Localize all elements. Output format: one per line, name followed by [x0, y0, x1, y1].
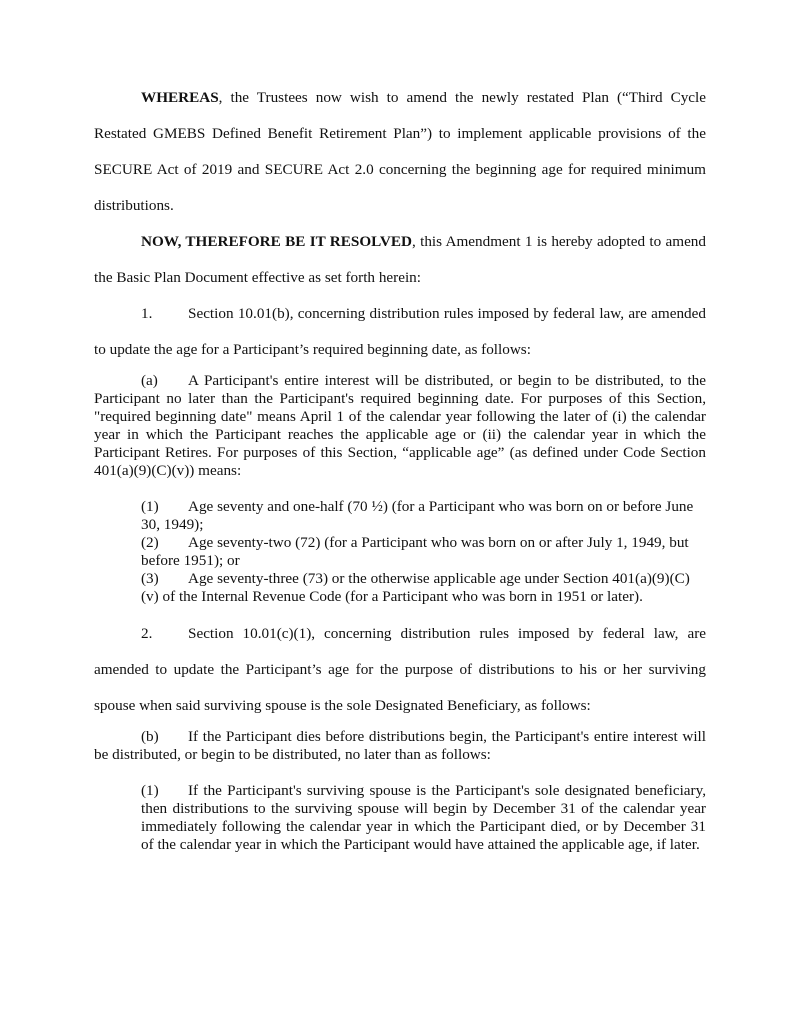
- list-item-label: (2): [141, 534, 159, 551]
- subsection-a-text: A Participant's entire interest will be distributed, or begin to be distributed, to the Participant no later than the Participant's required beginning date. For purposes of this Section, "required beginning date" means April 1 of the calendar year following the later of (i) the calendar year in which the Participant reaches the applicable age or (ii) the calendar year in which the Participant Retires. For purposes of this Section, “applicable age” (as defined under Code Section 401(a)(9)(C)(v)) means:: [94, 372, 706, 479]
- section-1-number: 1.: [141, 305, 153, 322]
- list-item-text: If the Participant's surviving spouse is the Participant's sole designated beneficiary, then distributions to the surviving spouse will begin by December 31 of the calendar year immediately following the calendar year in which the Participant died, or by December 31 of the calendar year in which the Participant would have attained the applicable age, if later.: [141, 782, 706, 853]
- applicable-age-list: [94, 498, 706, 606]
- list-item: [141, 498, 706, 534]
- subsection-a: [94, 372, 706, 480]
- subsection-b-text: If the Participant dies before distributions begin, the Participant's entire interest will be distributed, or begin to be distributed, no later than as follows:: [94, 728, 706, 763]
- section-1-text: Section 10.01(b), concerning distribution rules imposed by federal law, are amended to update the age for a Participant’s required beginning date, as follows:: [94, 305, 706, 358]
- list-item-text: Age seventy and one-half (70 ½) (for a Participant who was born on or before June 30, 1949);: [141, 498, 694, 533]
- list-item-label: (1): [141, 782, 159, 799]
- list-item: [141, 534, 706, 570]
- whereas-paragraph: [94, 80, 706, 224]
- subsection-a-label: (a): [141, 372, 158, 389]
- resolved-paragraph: [94, 224, 706, 296]
- whereas-text: , the Trustees now wish to amend the newly restated Plan (“Third Cycle Restated GMEBS Defined Benefit Retirement Plan”) to implement applicable provisions of the SECURE Act of 2019 and SECURE Act 2.0 concerning the beginning age for required minimum distributions.: [94, 89, 706, 214]
- section-1-paragraph: [94, 296, 706, 368]
- resolved-bold: NOW, THEREFORE BE IT RESOLVED: [141, 233, 412, 250]
- list-item-text: Age seventy-two (72) (for a Participant who was born on or after July 1, 1949, but before 1951); or: [141, 534, 689, 569]
- list-item-label: (1): [141, 498, 159, 515]
- spouse-distribution-list: [94, 782, 706, 854]
- document-page: [94, 80, 706, 854]
- section-2-number: 2.: [141, 625, 153, 642]
- section-2-paragraph: [94, 616, 706, 724]
- subsection-b-label: (b): [141, 728, 159, 745]
- list-item: [141, 782, 706, 854]
- resolved-text: , this Amendment 1 is hereby adopted to amend the Basic Plan Document effective as set forth herein:: [94, 233, 706, 286]
- list-item: [141, 570, 706, 606]
- section-2-text: Section 10.01(c)(1), concerning distribution rules imposed by federal law, are amended to update the Participant’s age for the purpose of distributions to his or her surviving spouse when said surviving spouse is the sole Designated Beneficiary, as follows:: [94, 625, 706, 714]
- whereas-bold: WHEREAS: [141, 89, 219, 106]
- subsection-b: [94, 728, 706, 764]
- list-item-label: (3): [141, 570, 159, 587]
- list-item-text: Age seventy-three (73) or the otherwise applicable age under Section 401(a)(9)(C)(v) of the Internal Revenue Code (for a Participant who was born in 1951 or later).: [141, 570, 690, 605]
